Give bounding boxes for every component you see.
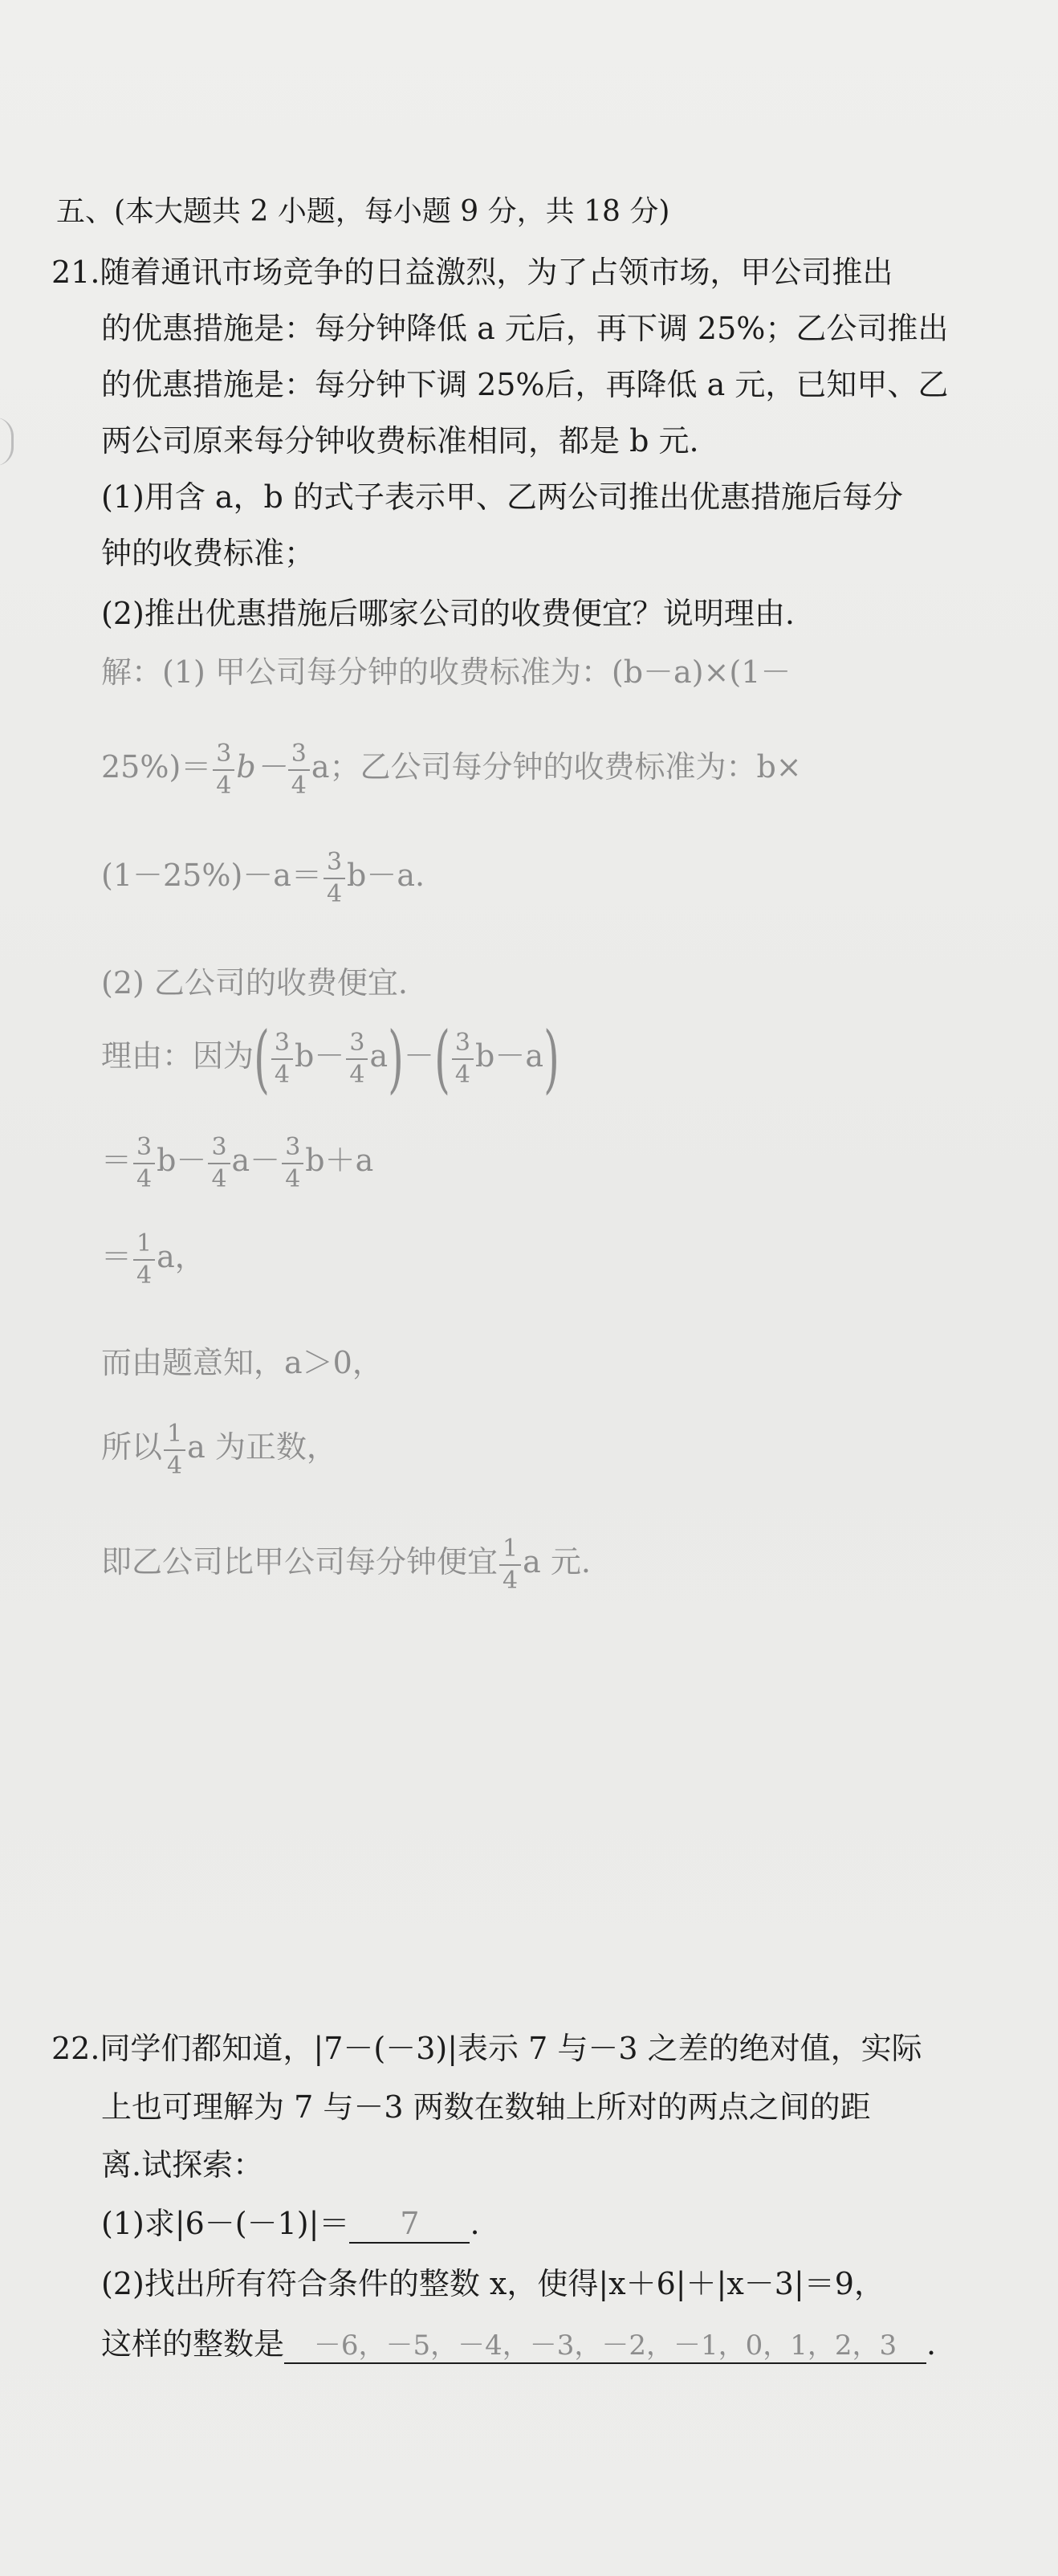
q22-line-3: 离.试探索： (101, 2147, 264, 2183)
answer-blank-2[interactable]: －6，－5，－4，－3，－2，－1，0，1，2，3 (284, 2332, 926, 2364)
solution-line-6: ＝ $\frac{3}{4}$ b－ $\frac{3}{4}$ a－ $\frac{3}{4}$ b＋a (101, 1133, 374, 1193)
solution-line-1: 解：(1) 甲公司每分钟的收费标准为：(b－a)×(1－ (101, 654, 791, 690)
q22-part-2-line-2: 这样的整数是 －6，－5，－4，－3，－2，－1，0，1，2，3 . (101, 2329, 936, 2364)
q21-line-7: (2)推出优惠措施后哪家公司的收费便宜？说明理由. (101, 596, 795, 631)
solution-line-9: 所以 $\frac{1}{4}$ a 为正数， (101, 1420, 337, 1480)
q21-line-4: 两公司原来每分钟收费标准相同，都是 b 元. (101, 423, 699, 459)
solution-line-2: 25%)＝ $\frac{3}{4}$ b－ $\frac{3}{4}$ a；乙公司每分钟的收费标准为：b× (101, 740, 802, 800)
q22-part-2-line-1: (2)找出所有符合条件的整数 x，使得|x＋6|＋|x－3|＝9， (101, 2266, 885, 2301)
solution-line-7: ＝ $\frac{1}{4}$ a， (101, 1229, 205, 1290)
solution-line-3: (1－25%)－a＝ $\frac{3}{4}$ b－a. (101, 848, 425, 908)
section-heading: 五、(本大题共 2 小题，每小题 9 分，共 18 分) (56, 195, 670, 228)
q21-line-5: (1)用含 a，b 的式子表示甲、乙两公司推出优惠措施后每分 (101, 479, 903, 515)
fraction-3-4: $\frac{3}{4}$ (288, 741, 310, 798)
solution-line-5: 理由：因为( $\frac{3}{4}$ b－ $\frac{3}{4}$ a)－( $\frac{3}{4}$ b－a) (101, 1015, 560, 1102)
q22-part-1: (1)求|6－(－1)|＝ 7 . (101, 2208, 480, 2244)
fraction-3-4: $\frac{3}{4}$ (213, 741, 234, 798)
solution-line-10: 即乙公司比甲公司每分钟便宜 $\frac{1}{4}$ a 元. (101, 1535, 591, 1595)
solution-line-4: (2) 乙公司的收费便宜. (101, 965, 408, 1001)
binding-mark (0, 418, 14, 466)
q21-line-2: 的优惠措施是：每分钟降低 a 元后，再下调 25%；乙公司推出 (101, 311, 949, 346)
q22-line-2: 上也可理解为 7 与－3 两数在数轴上所对的两点之间的距 (101, 2089, 871, 2125)
q21-line-1: 21.随着通讯市场竞争的日益激烈，为了占领市场，甲公司推出 (51, 255, 893, 290)
q22-line-1: 22.同学们都知道，|7－(－3)|表示 7 与－3 之差的绝对值，实际 (51, 2031, 922, 2066)
fraction-3-4: $\frac{3}{4}$ (324, 850, 345, 907)
q21-line-6: 钟的收费标准； (101, 536, 315, 571)
answer-blank-1[interactable]: 7 (349, 2208, 470, 2244)
solution-line-8: 而由题意知，a＞0， (101, 1345, 383, 1380)
q21-line-3: 的优惠措施是：每分钟下调 25%后，再降低 a 元，已知甲、乙 (101, 367, 949, 402)
